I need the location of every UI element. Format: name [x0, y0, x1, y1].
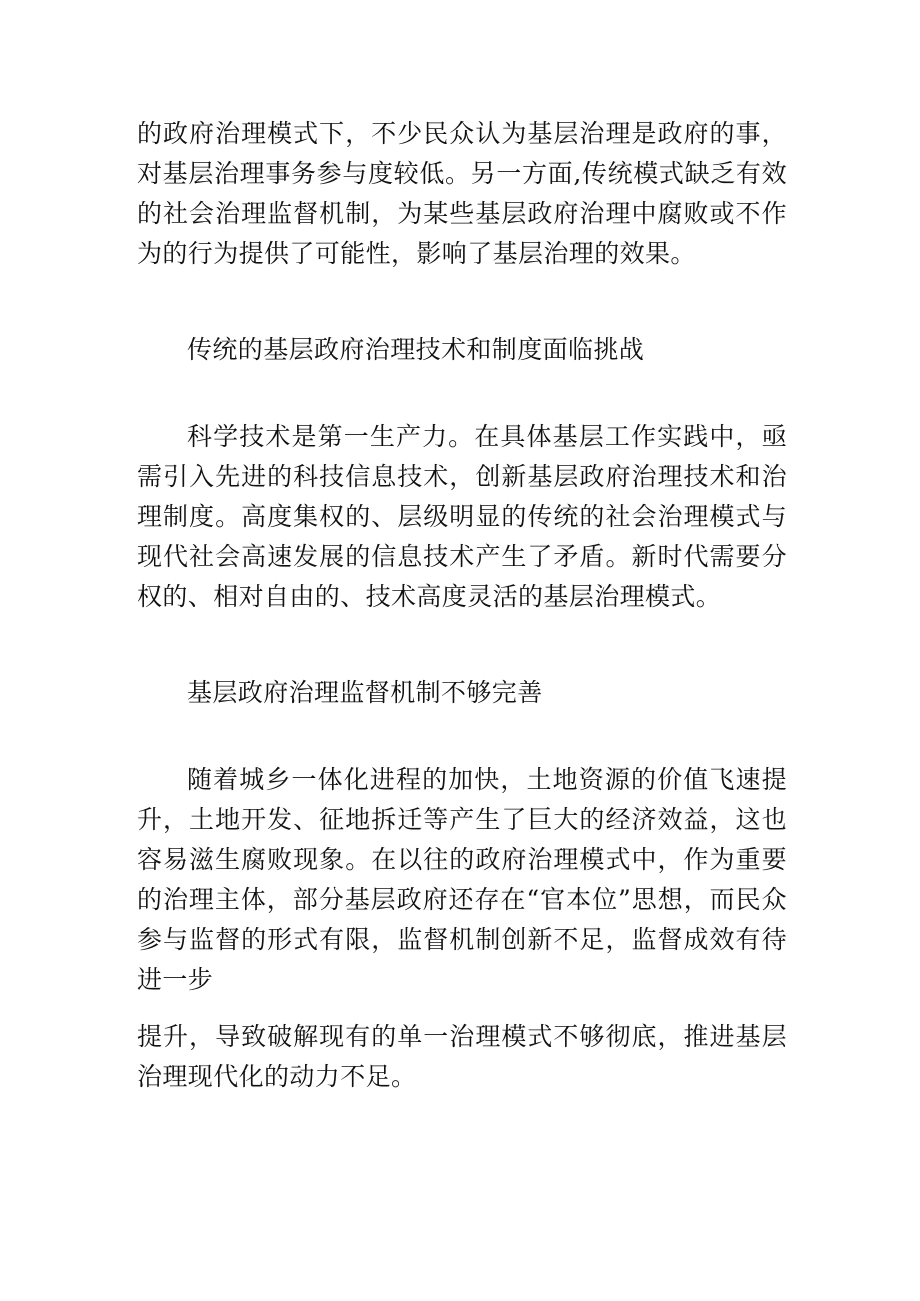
section-heading-technology: 传统的基层政府治理技术和制度面临挑战: [187, 335, 645, 364]
paragraph-supervision-continued: 提升，导致破解现有的单一治理模式不够彻底，推进基层治理现代化的动力不足。: [137, 1022, 787, 1091]
paragraph-supervision: 随着城乡一体化进程的加快，土地资源的价值飞速提升，土地开发、征地拆迁等产生了巨大的经济效益，这也容易滋生腐败现象。在以往的政府治理模式中，作为重要的治理主体，部分基层政府还存在“官本位”思想，而民众参与监督的形式有限，监督机制创新不足，监督成效有待进一步: [137, 765, 787, 994]
paragraph-continuation: 的政府治理模式下，不少民众认为基层治理是政府的事，对基层治理事务参与度较低。另一方面,传统模式缺乏有效的社会治理监督机制，为某些基层政府治理中腐败或不作为的行为提供了可能性，影响了基层治理的效果。: [137, 119, 787, 268]
paragraph-technology: 科学技术是第一生产力。在具体基层工作实践中，亟需引入先进的科技信息技术，创新基层政府治理技术和治理制度。高度集权的、层级明显的传统的社会治理模式与现代社会高速发展的信息技术产生了矛盾。新时代需要分权的、相对自由的、技术高度灵活的基层治理模式。: [137, 422, 787, 611]
section-heading-supervision: 基层政府治理监督机制不够完善: [187, 678, 543, 707]
